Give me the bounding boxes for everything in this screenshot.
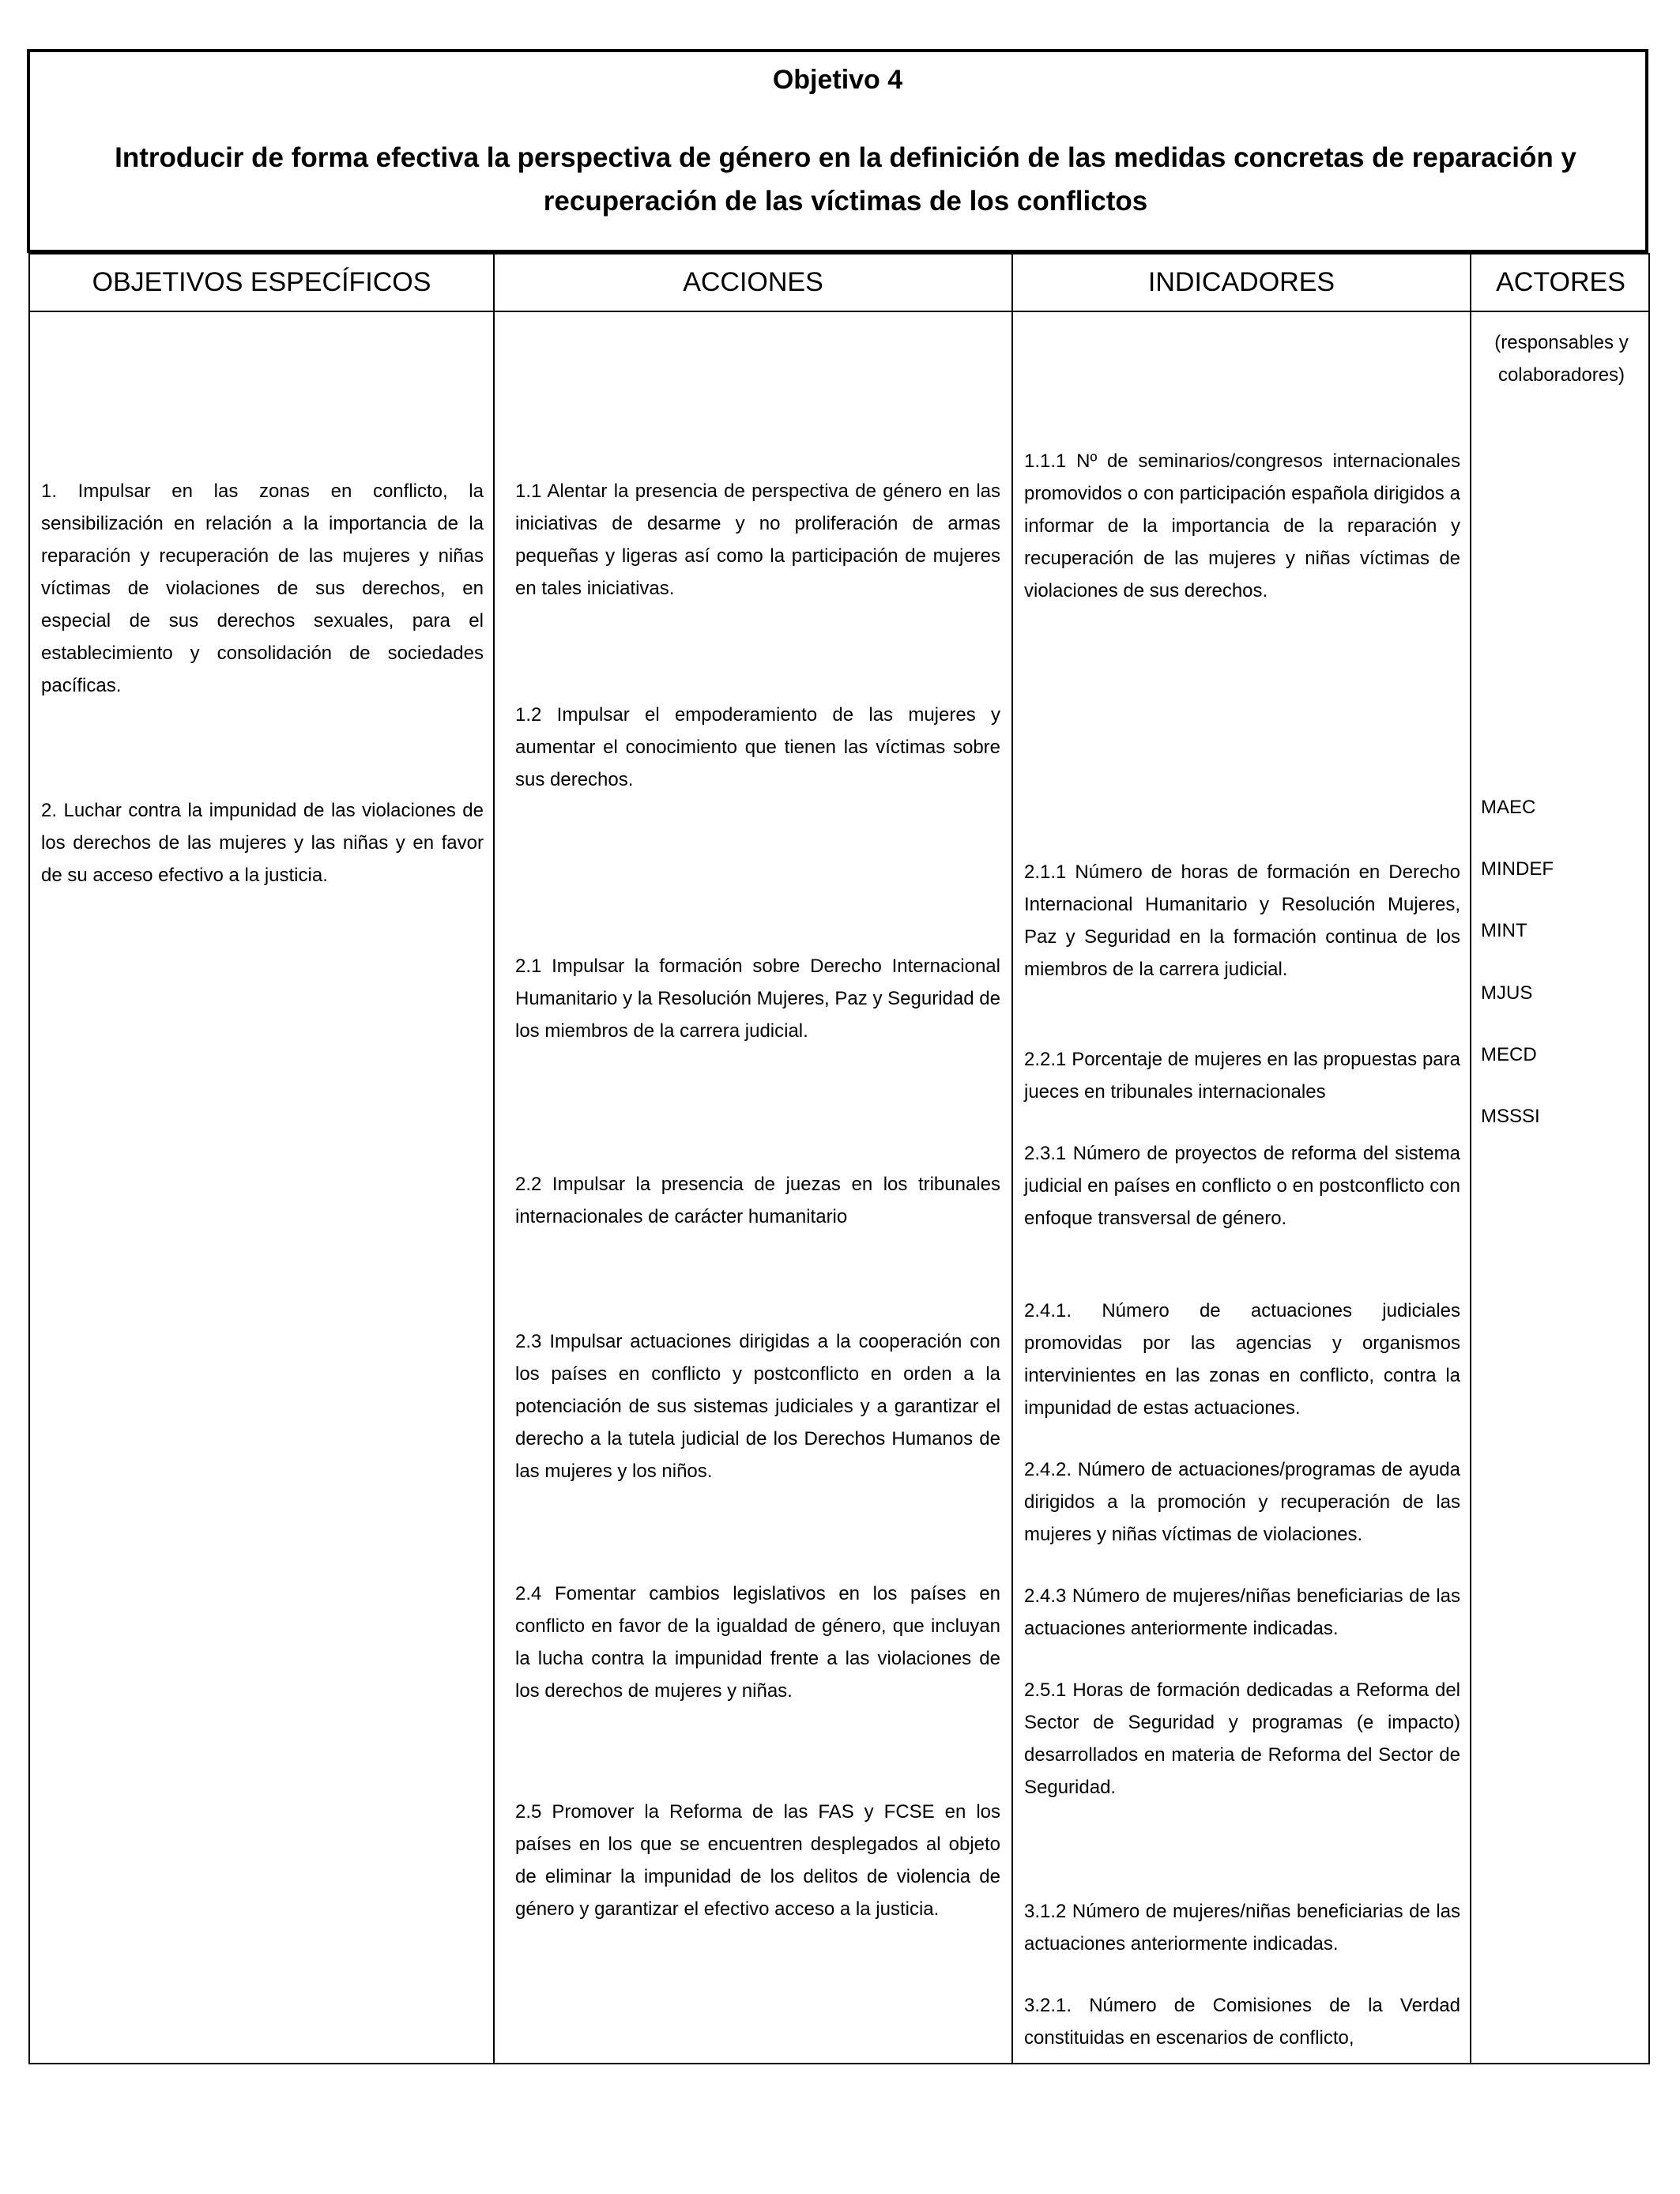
accion-item: 2.1 Impulsar la formación sobre Derecho Internacional Humanitario y la Resolución Mujeres, Paz y Seguridad de los miembros de la carrera judicial. [515, 956, 1000, 1042]
indicador-item: 1.1.1 Nº de seminarios/congresos internacionales promovidos o con participación española dirigidos a informar de la importancia de la reparación y recuperación de las mujeres y niñas víctimas de violaciones de sus derechos. [1024, 450, 1460, 601]
column-divider [1011, 254, 1013, 2063]
accion-item: 1.2 Impulsar el empoderamiento de las mujeres y aumentar el conocimiento que tienen las víctimas sobre sus derechos. [515, 704, 1000, 790]
objectives-table [28, 253, 1650, 2064]
accion-item: 1.1 Alentar la presencia de perspectiva de género en las iniciativas de desarme y no proliferación de armas pequeñas y ligeras así como la participación de mujeres en tales iniciativas. [515, 481, 1000, 599]
column-header-actores: ACTORES [1496, 267, 1625, 297]
column-divider [493, 254, 495, 2063]
indicador-item: 2.3.1 Número de proyectos de reforma del sistema judicial en países en conflicto o en postconflicto con enfoque transversal de género. [1024, 1143, 1460, 1229]
indicador-item: 3.2.1. Número de Comisiones de la Verdad constituidas en escenarios de conflicto, [1024, 1995, 1460, 2049]
accion-item: 2.2 Impulsar la presencia de juezas en los tribunales internacionales de carácter humanitario [515, 1174, 1000, 1227]
indicador-item: 2.1.1 Número de horas de formación en Derecho Internacional Humanitario y Resolución Mujeres, Paz y Seguridad en la formación continua de los miembros de la carrera judicial. [1024, 861, 1460, 980]
actor-item: MINT [1481, 920, 1527, 941]
actores-note: (responsables y colaboradores) [1494, 332, 1629, 386]
objective-title: Objetivo 4 [772, 65, 903, 95]
actor-item: MAEC [1481, 797, 1536, 818]
accion-item: 2.4 Fomentar cambios legislativos en los países en conflicto en favor de la igualdad de género, que incluyan la lucha contra la impunidad frente a las violaciones de los derechos de mujeres y niñas. [515, 1583, 1000, 1702]
column-header-acciones: ACCIONES [683, 267, 823, 297]
column-header-objetivos: OBJETIVOS ESPECÍFICOS [92, 267, 431, 297]
column-header-indicadores: INDICADORES [1147, 267, 1335, 297]
accion-item: 2.5 Promover la Reforma de las FAS y FCSE en los países en los que se encuentren desplegados al objeto de eliminar la impunidad de los delitos de violencia de género y garantizar el efectivo acceso a la justicia. [515, 1801, 1000, 1920]
header-row-divider [30, 311, 1648, 312]
indicador-item: 3.1.2 Número de mujeres/niñas beneficiarias de las actuaciones anteriormente indicadas. [1024, 1901, 1460, 1955]
indicador-item: 2.4.1. Número de actuaciones judiciales promovidas por las agencias y organismos intervinientes en las zonas en conflicto, contra la impunidad de estas actuaciones. [1024, 1300, 1460, 1419]
actor-item: MSSSI [1481, 1106, 1540, 1127]
column-divider [1470, 254, 1471, 2063]
objetivo-item: 2. Luchar contra la impunidad de las violaciones de los derechos de las mujeres y las niñas y en favor de su acceso efectivo a la justicia. [41, 800, 484, 886]
objective-goal: Introducir de forma efectiva la perspectiva de género en la definición de las medidas concretas de reparación y recuperación de las víctimas de los conflictos [115, 142, 1576, 217]
objective-header-box [27, 49, 1648, 253]
objetivo-item: 1. Impulsar en las zonas en conflicto, la sensibilización en relación a la importancia de la reparación y recuperación de las mujeres y niñas víctimas de violaciones de sus derechos, en especial de sus derechos sexuales, para el establecimiento y consolidación de sociedades pacíficas. [41, 481, 484, 696]
indicador-item: 2.4.2. Número de actuaciones/programas de ayuda dirigidos a la promoción y recuperación de las mujeres y niñas víctimas de violaciones. [1024, 1459, 1460, 1545]
actor-item: MJUS [1481, 982, 1533, 1004]
accion-item: 2.3 Impulsar actuaciones dirigidas a la cooperación con los países en conflicto y postconflicto en orden a la potenciación de sus sistemas judiciales y a garantizar el derecho a la tutela judicial de los Derechos Humanos de las mujeres y los niños. [515, 1331, 1000, 1482]
indicador-item: 2.5.1 Horas de formación dedicadas a Reforma del Sector de Seguridad y programas (e impacto) desarrollados en materia de Reforma del Sector de Seguridad. [1024, 1679, 1460, 1798]
indicador-item: 2.4.3 Número de mujeres/niñas beneficiarias de las actuaciones anteriormente indicadas. [1024, 1585, 1460, 1639]
actor-item: MINDEF [1481, 858, 1554, 880]
actor-item: MECD [1481, 1044, 1537, 1065]
indicador-item: 2.2.1 Porcentaje de mujeres en las propuestas para jueces en tribunales internacionales [1024, 1049, 1460, 1103]
